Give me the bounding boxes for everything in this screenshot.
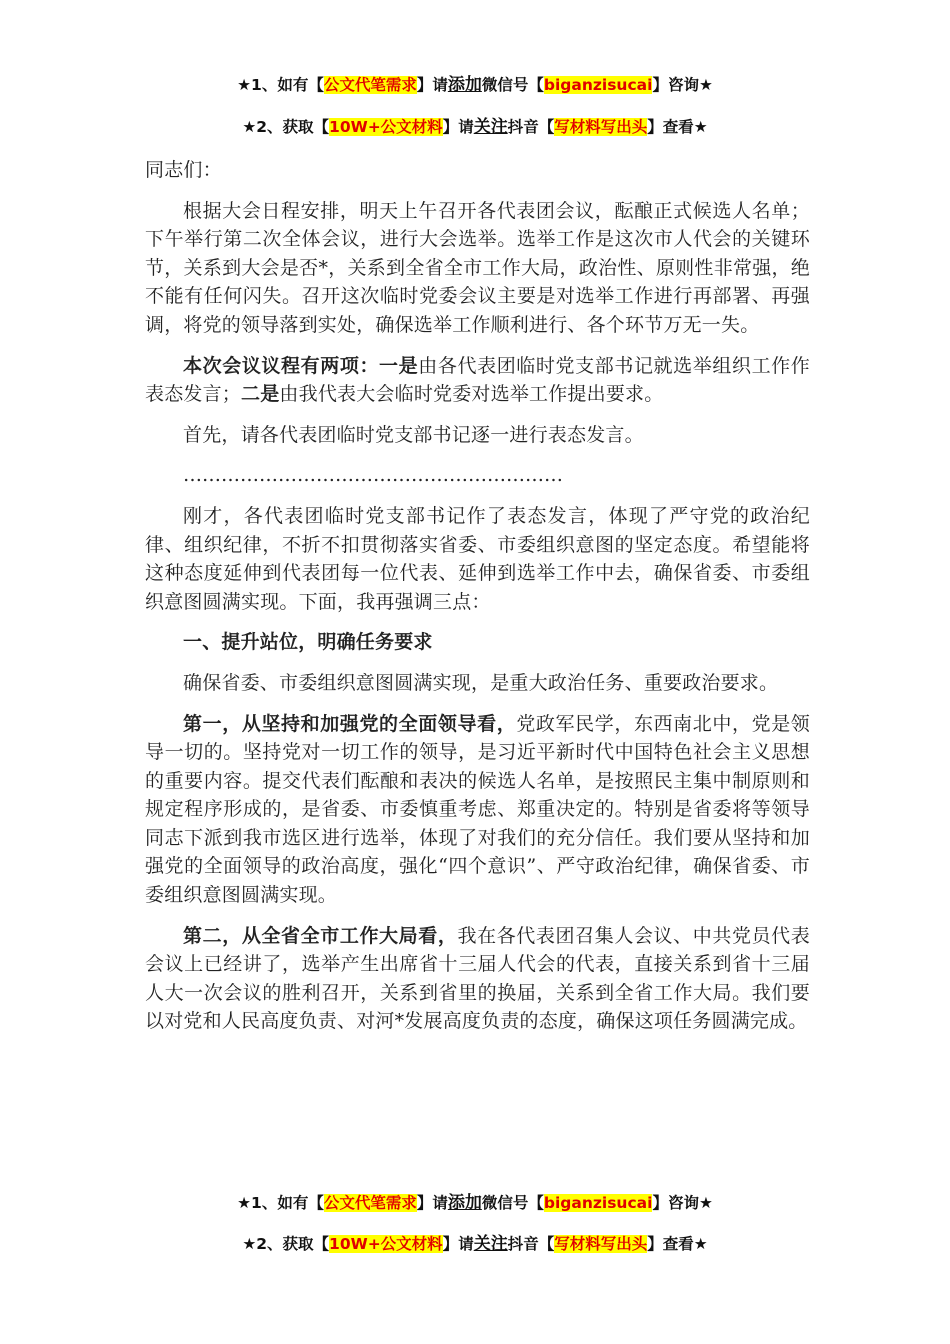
banner-text: 】请	[416, 76, 448, 94]
banner-highlight: 10W+公文材料	[329, 1235, 443, 1253]
paragraph-text: 由各代表团临时党支部书记就选举组织工作作表态发言；	[145, 354, 810, 406]
paragraph-6	[145, 710, 810, 910]
paragraph-4: 刚才，各代表团临时党支部书记作了表态发言，体现了严守党的政治纪律、组织纪律，不折不扣贯彻落实省委、市委组织意图的坚定态度。希望能将这种态度延伸到代表团每一位代表、延伸到选举工作中去，确保省委、市委组织意图圆满实现。下面，我再强调三点：	[145, 504, 810, 613]
banner-underline: 添加	[447, 75, 482, 95]
banner-highlight: biganzisucai	[543, 1194, 653, 1212]
section-heading-1: 一、提升站位，明确任务要求	[183, 631, 433, 654]
paragraph-3: 首先，请各代表团临时党支部书记逐一进行表态发言。	[183, 423, 644, 446]
banner-text: 抖音【	[507, 1235, 555, 1253]
banner-text: 抖音【	[507, 118, 555, 136]
promo-banner-top-2	[0, 112, 950, 137]
banner-highlight: 写材料写出头	[554, 1235, 648, 1253]
paragraph-2	[145, 352, 810, 409]
banner-highlight: 写材料写出头	[554, 118, 648, 136]
banner-text: 微信号【	[481, 76, 544, 94]
paragraph-text: 党政军民学，东西南北中，党是领导一切的。坚持党对一切工作的领导，是习近平新时代中国特色社会主义思想的重要内容。提交代表们酝酿和表决的候选人名单，是按照民主集中制原则和规定程序形成的，是省委、市委慎重考虑、郑重决定的。特别是省委将等领导同志下派到我市选区进行选举，体现了对我们的充分信任。我们要从坚持和加强党的全面领导的政治高度，强化“四个意识”、严守政治纪律，确保省委、市委组织意图圆满实现。	[145, 712, 810, 907]
banner-text: ★2、获取【	[242, 1235, 330, 1253]
bold-lead: 第二，从全省全市工作大局看，	[183, 924, 458, 947]
paragraph-text: 我在各代表团召集人会议、中共党员代表会议上已经讲了，选举产生出席省十三届人代会的代表，直接关系到省十三届人大一次会议的胜利召开，关系到省里的换届，关系到全省工作大局。我们要以对党和人民高度负责、对河*发展高度负责的态度，确保这项任务圆满完成。	[145, 924, 810, 1033]
banner-text: 微信号【	[481, 1194, 544, 1212]
bold-lead: 本次会议议程有两项：一是	[183, 354, 419, 377]
paragraph-1: 根据大会日程安排，明天上午召开各代表团会议，酝酿正式候选人名单；下午举行第二次全体会议，进行大会选举。选举工作是这次市人代会的关键环节，关系到大会是否*，关系到全省全市工作大局，政治性、原则性非常强，绝不能有任何闪失。召开这次临时党委会议主要是对选举工作进行再部署、再强调，将党的领导落到实处，确保选举工作顺利进行、各个环节万无一失。	[145, 199, 810, 336]
promo-banner-bottom-2	[0, 1229, 950, 1254]
banner-text: 】请	[442, 118, 474, 136]
banner-underline: 添加	[447, 1193, 482, 1213]
promo-banner-bottom-1	[0, 1188, 950, 1213]
banner-text: 】咨询★	[652, 1194, 713, 1212]
banner-text: ★2、获取【	[242, 118, 330, 136]
banner-text: 】咨询★	[652, 76, 713, 94]
banner-highlight: 公文代笔需求	[323, 76, 417, 94]
paragraph-5: 确保省委、市委组织意图圆满实现，是重大政治任务、重要政治要求。	[183, 671, 779, 694]
paragraph-text: 由我代表大会临时党委对选举工作提出要求。	[279, 383, 664, 406]
banner-text: ★1、如有【	[237, 1194, 324, 1212]
banner-text: 】请	[442, 1235, 474, 1253]
banner-highlight: biganzisucai	[543, 76, 653, 94]
banner-underline: 关注	[473, 117, 508, 137]
document-body	[145, 156, 810, 1048]
banner-highlight: 10W+公文材料	[329, 118, 443, 136]
banner-text: 】请	[416, 1194, 448, 1212]
bold-lead: 二是	[241, 383, 280, 406]
salutation: 同志们：	[145, 159, 222, 181]
banner-text: 】查看★	[647, 1235, 708, 1253]
banner-text: 】查看★	[647, 118, 708, 136]
bold-lead: 第一，从坚持和加强党的全面领导看，	[183, 712, 517, 735]
banner-underline: 关注	[473, 1234, 508, 1254]
paragraph-7	[145, 922, 810, 1036]
promo-banner-top-1	[0, 70, 950, 95]
ellipsis-separator: ……………………………………………………	[183, 464, 563, 487]
banner-highlight: 公文代笔需求	[323, 1194, 417, 1212]
banner-text: ★1、如有【	[237, 76, 324, 94]
